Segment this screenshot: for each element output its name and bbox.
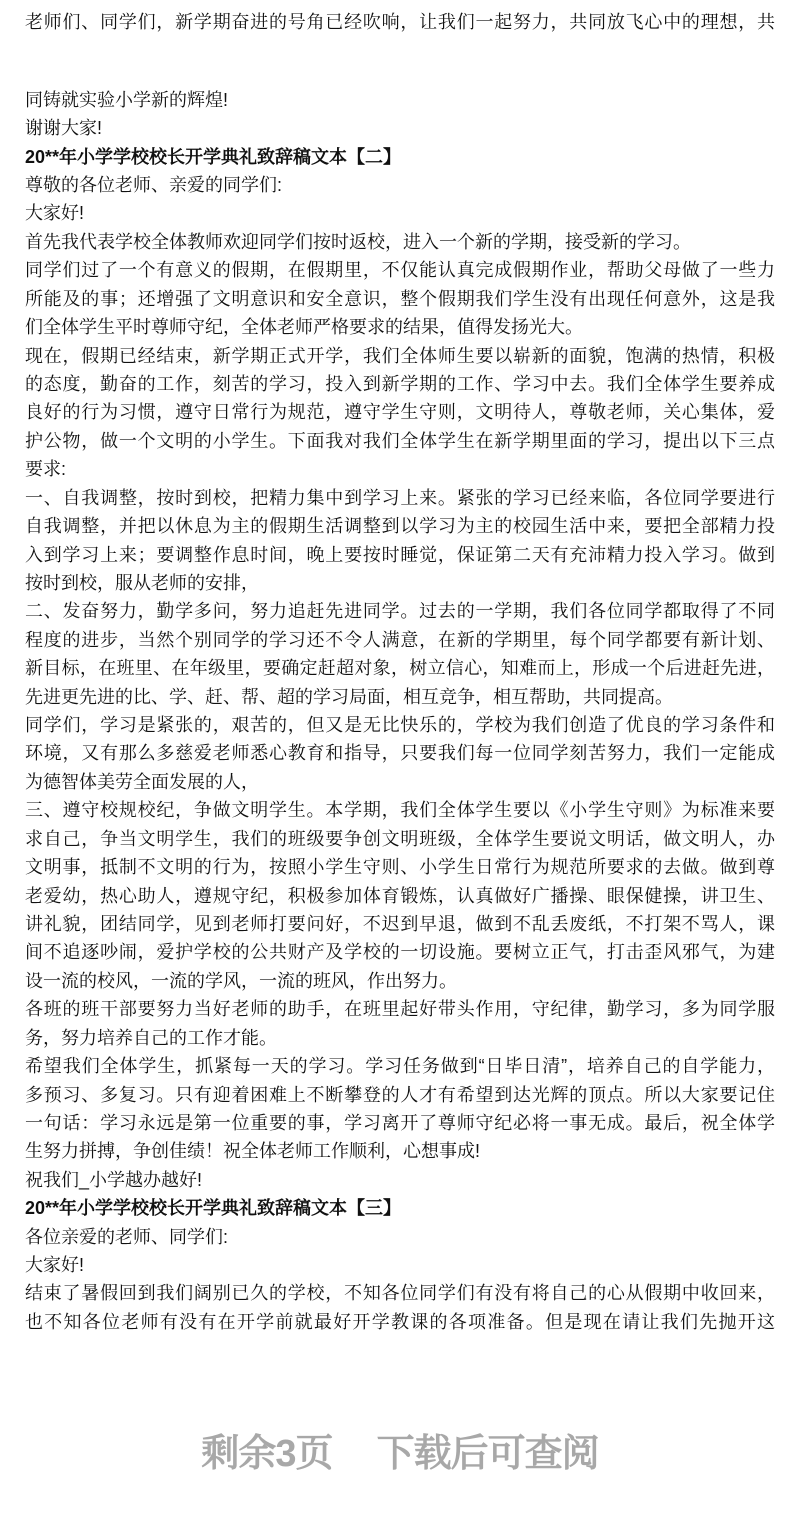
paragraph-line: 大家好! (25, 1255, 85, 1276)
paragraph-line: 现在，假期已经结束，新学期正式开学，我们全体师生要以崭新的面貌，饱满的热情，积极 (25, 345, 775, 366)
paragraph-line: 大家好! (25, 203, 85, 224)
paragraph-line: 同学们过了一个有意义的假期，在假期里，不仅能认真完成假期作业，帮助父母做了一些力 (25, 260, 775, 281)
paragraph-line: 先进更先进的比、学、赶、帮、超的学习局面，相互竞争，相互帮助，共同提高。 (25, 686, 673, 707)
paragraph-line: 二、发奋努力，勤学多问，努力追赶先进同学。过去的一学期，我们各位同学都取得了不同 (25, 601, 775, 622)
paragraph-line: 尊敬的各位老师、亲爱的同学们: (25, 175, 282, 196)
paragraph-line: 按时到校，服从老师的安排， (25, 572, 259, 593)
section-heading: 20**年小学学校校长开学典礼致辞稿文本【二】 (25, 146, 402, 167)
paragraph-line: 一句话：学习永远是第一位重要的事，学习离开了尊师守纪必将一事无成。最后，祝全体学 (25, 1112, 775, 1133)
paragraph-line: 生努力拼搏，争创佳绩！祝全体老师工作顺利，心想事成! (25, 1141, 480, 1162)
paragraph-line: 设一流的校风，一流的学风，一流的班风，作出努力。 (25, 970, 457, 991)
paragraph-line: 同铸就实验小学新的辉煌! (25, 89, 228, 110)
paragraph-line: 各位亲爱的老师、同学们: (25, 1226, 228, 1247)
paragraph-line: 首先我代表学校全体教师欢迎同学们按时返校，进入一个新的学期，接受新的学习。 (25, 231, 691, 252)
paragraph-line: 也不知各位老师有没有在开学前就最好开学教课的各项准备。但是现在请让我们先抛开这 (25, 1311, 775, 1332)
paragraph-line: 一、自我调整，按时到校，把精力集中到学习上来。紧张的学习已经来临，各位同学要进行 (25, 487, 775, 508)
paragraph-line: 们全体学生平时尊师守纪，全体老师严格要求的结果，值得发扬光大。 (25, 317, 583, 338)
download-prompt[interactable] (0, 1422, 800, 1477)
remaining-pages-text: 剩余3页 (201, 1433, 333, 1475)
paragraph-line: 间不追逐吵闹，爱护学校的公共财产及学校的一切设施。要树立正气，打击歪风邪气，为建 (25, 942, 775, 963)
download-to-view-text[interactable]: 下载后可查阅 (376, 1433, 599, 1475)
paragraph-line: 祝我们_小学越办越好! (25, 1169, 203, 1190)
paragraph-line: 护公物，做一个文明的小学生。下面我对我们全体学生在新学期里面的学习，提出以下三点 (25, 430, 775, 451)
paragraph-line: 程度的进步，当然个别同学的学习还不令人满意，在新的学期里，每个同学都要有新计划、 (25, 629, 775, 650)
paragraph-line: 老爱幼，热心助人，遵规守纪，积极参加体育锻炼，认真做好广播操、眼保健操，讲卫生、 (25, 885, 775, 906)
paragraph-line: 求自己，争当文明学生，我们的班级要争创文明班级，全体学生要说文明话，做文明人，办 (25, 828, 775, 849)
paragraph-line: 务，努力培养自己的工作才能。 (25, 1027, 277, 1048)
paragraph-line: 各班的班干部要努力当好老师的助手，在班里起好带头作用，守纪律，勤学习，多为同学服 (25, 999, 775, 1020)
paragraph-line: 入到学习上来；要调整作息时间，晚上要按时睡觉，保证第二天有充沛精力投入学习。做到 (25, 544, 775, 565)
paragraph-line: 文明事，抵制不文明的行为，按照小学生守则、小学生日常行为规范所要求的去做。做到尊 (25, 857, 775, 878)
paragraph-line: 讲礼貌，团结同学，见到老师打要问好，不迟到早退，做到不乱丢废纸，不打架不骂人，课 (25, 913, 775, 934)
paragraph-line: 为德智体美劳全面发展的人， (25, 771, 259, 792)
paragraph-line: 谢谢大家! (25, 118, 103, 139)
paragraph-line: 三、遵守校规校纪，争做文明学生。本学期，我们全体学生要以《小学生守则》为标准来要 (25, 800, 775, 821)
paragraph-line: 老师们、同学们，新学期奋进的号角已经吹响，让我们一起努力，共同放飞心中的理想，共 (25, 12, 775, 32)
paragraph-line: 要求: (25, 459, 67, 480)
paragraph-line: 希望我们全体学生，抓紧每一天的学习。学习任务做到“日毕日清”，培养自己的自学能力， (25, 1056, 775, 1077)
paragraph-line: 的态度，勤奋的工作，刻苦的学习，投入到新学期的工作、学习中去。我们全体学生要养成 (25, 374, 775, 394)
paragraph-line: 良好的行为习惯，遵守日常行为规范，遵守学生守则，文明待人，尊敬老师，关心集体，爱 (25, 402, 775, 423)
paragraph-line: 多预习、多复习。只有迎着困难上不断攀登的人才有希望到达光辉的顶点。所以大家要记住 (25, 1084, 775, 1105)
paragraph-line: 所能及的事；还增强了文明意识和安全意识，整个假期我们学生没有出现任何意外，这是我 (25, 288, 775, 309)
section-heading: 20**年小学学校校长开学典礼致辞稿文本【三】 (25, 1198, 402, 1219)
paragraph-line: 新目标，在班里、在年级里，要确定赶超对象，树立信心，知难而上，形成一个后进赶先进， (25, 658, 775, 679)
paragraph-line: 自我调整，并把以休息为主的假期生活调整到以学习为主的校园生活中来，要把全部精力投 (25, 516, 775, 537)
paragraph-line: 环境，又有那么多慈爱老师悉心教育和指导，只要我们每一位同学刻苦努力，我们一定能成 (25, 743, 775, 764)
paragraph-line: 同学们，学习是紧张的，艰苦的，但又是无比快乐的，学校为我们创造了优良的学习条件和 (25, 715, 775, 736)
paragraph-line: 结束了暑假回到我们阔别已久的学校，不知各位同学们有没有将自己的心从假期中收回来， (25, 1283, 775, 1304)
